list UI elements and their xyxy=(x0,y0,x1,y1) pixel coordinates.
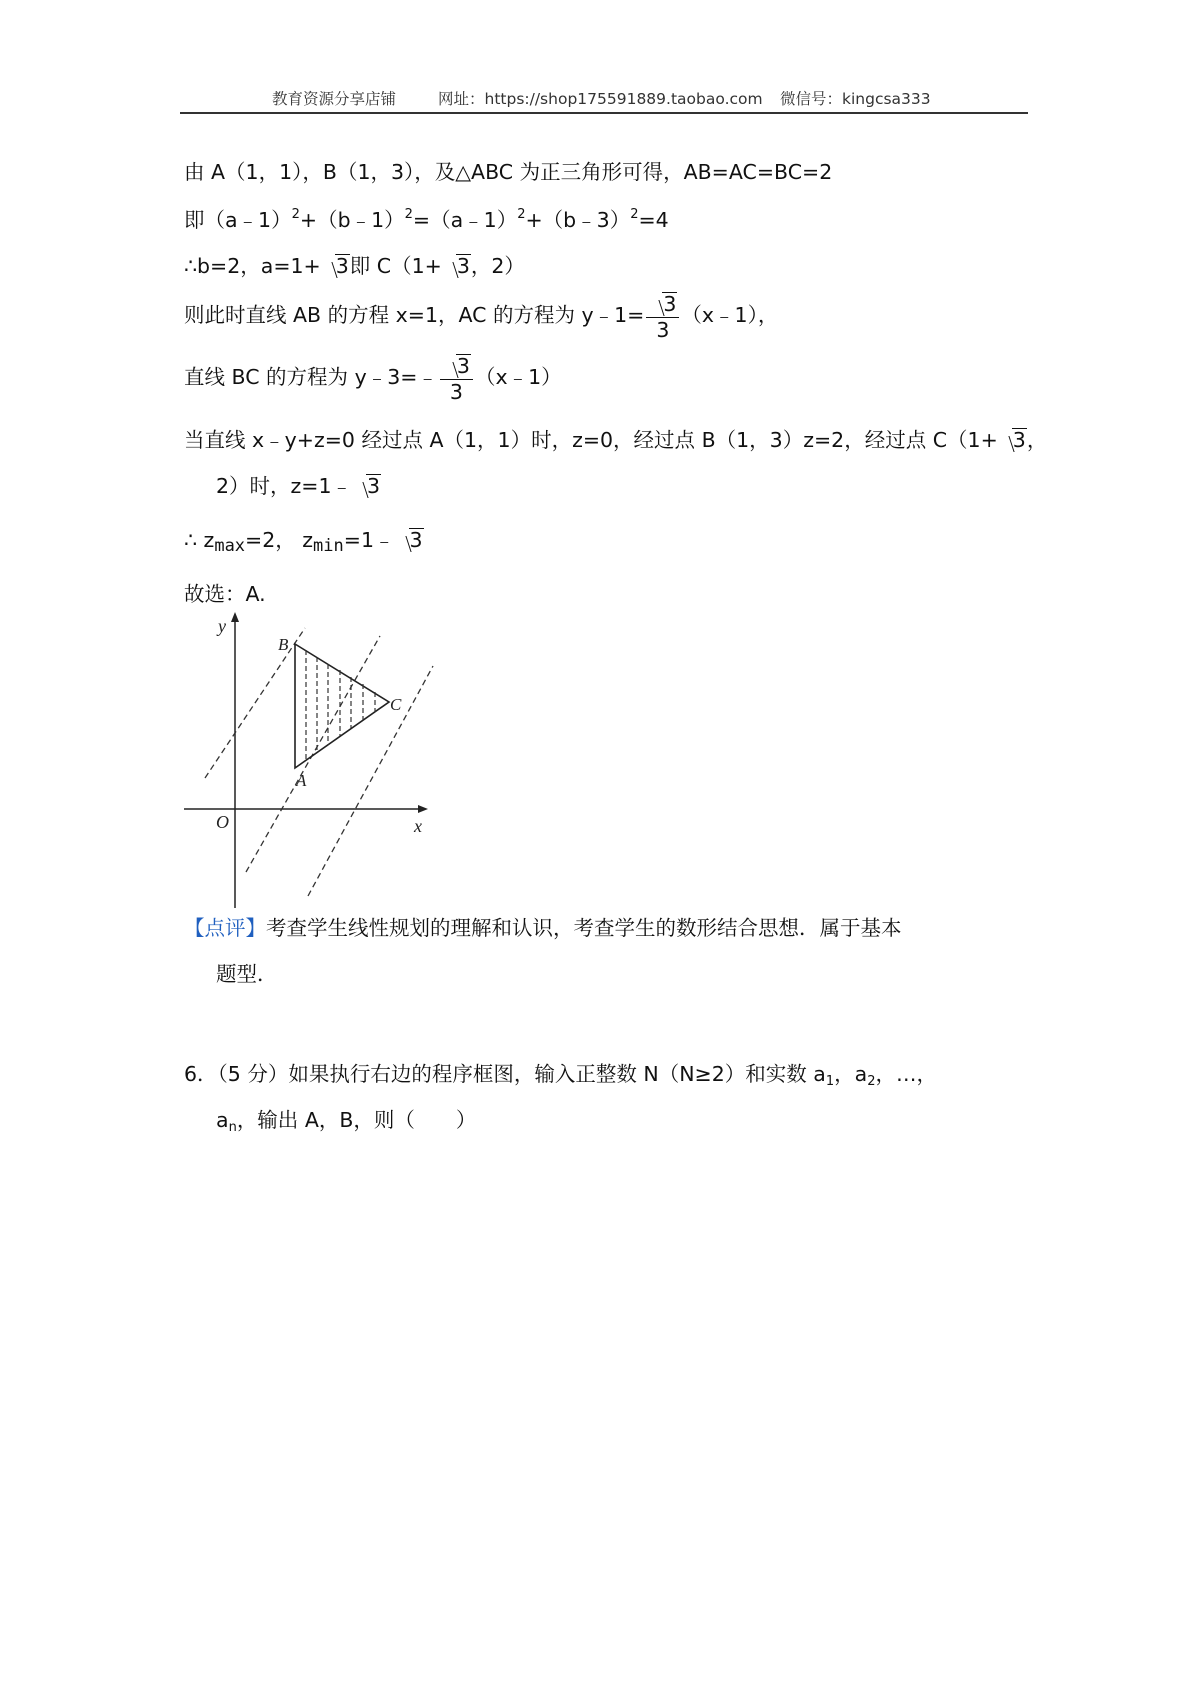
triangle-abc xyxy=(295,644,389,768)
z-min-label: =2， z xyxy=(245,528,314,552)
line2-part-b: +（b﹣1） xyxy=(299,208,405,232)
level-line-3 xyxy=(308,666,433,896)
level-line-1 xyxy=(205,628,305,778)
line3-part-b: 即 C（1+ xyxy=(349,254,442,278)
sqrt-three: 3 xyxy=(396,528,424,551)
solution-line-8 xyxy=(184,528,424,555)
y-axis-arrow xyxy=(231,612,239,622)
line3-part-a: ∴b=2，a=1+ xyxy=(184,254,321,278)
sqrt-three: 3 xyxy=(443,254,471,277)
line2-part-a: 即（a﹣1） xyxy=(184,208,292,232)
line2-part-d: +（b﹣3） xyxy=(525,208,631,232)
solution-answer: 故选：A. xyxy=(184,582,266,606)
x-axis-arrow xyxy=(418,805,428,813)
origin-label: O xyxy=(216,812,229,832)
question-6-text-b: ，a xyxy=(834,1062,868,1086)
solution-line-6 xyxy=(184,428,1047,451)
line4-part-a: 则此时直线 AB 的方程 x=1，AC 的方程为 y﹣1= xyxy=(184,303,645,327)
solution-line-2 xyxy=(184,208,669,231)
page-header xyxy=(180,84,1028,114)
sqrt-three: 3 xyxy=(353,474,381,497)
question-6-line-2 xyxy=(216,1110,476,1134)
exponent: 2 xyxy=(291,207,300,222)
point-b-label: B xyxy=(278,635,289,654)
sqrt-three: 3 xyxy=(443,354,471,377)
solution-line-5 xyxy=(184,354,562,402)
level-line-2 xyxy=(246,636,380,872)
line2-part-c: =（a﹣1） xyxy=(412,208,518,232)
subscript: 2 xyxy=(867,1074,876,1089)
fraction-sqrt3-over-3: $\frac{3}{3}$ xyxy=(646,292,679,340)
line5-part-b: （x﹣1） xyxy=(474,365,562,389)
line5-part-a: 直线 BC 的方程为 y﹣3=﹣ xyxy=(184,365,438,389)
question-6-text-e: ，输出 A，B，则（ ） xyxy=(236,1108,477,1132)
question-6-text-d: a xyxy=(216,1108,229,1132)
x-axis-label: x xyxy=(414,816,422,836)
sqrt-three: 3 xyxy=(649,292,677,315)
solution-line-4 xyxy=(184,292,778,340)
y-axis-label: y xyxy=(218,616,226,636)
point-c-label: C xyxy=(390,695,402,714)
solution-line-7 xyxy=(216,474,381,497)
exponent: 2 xyxy=(404,207,413,222)
solution-line-1: 由 A（1，1），B（1，3），及△ABC 为正三角形可得，AB=AC=BC=2 xyxy=(184,160,833,184)
line4-part-b: （x﹣1）， xyxy=(681,303,779,327)
line3-part-c: ，2） xyxy=(470,254,525,278)
line6-part-a: 当直线 x﹣y+z=0 经过点 A（1，1）时，z=0，经过点 B（1，3）z=2，经过点 C（1+ xyxy=(184,428,998,452)
comment-text-1: 考查学生线性规划的理解和认识，考查学生的数形结合思想．属于基本 xyxy=(266,916,902,940)
z-max-subscript: max xyxy=(214,536,246,556)
point-a-label: A xyxy=(296,771,307,790)
solution-line-3 xyxy=(184,254,525,277)
z-min-subscript: min xyxy=(313,536,344,556)
comment-tag: 【点评】 xyxy=(184,916,266,940)
fraction-sqrt3-over-3: $\frac{3}{3}$ xyxy=(440,354,473,402)
comment-line-2: 题型． xyxy=(216,962,278,986)
line8-part-c: =1﹣ xyxy=(343,528,395,552)
header-shop-name: 教育资源分享店铺 xyxy=(272,90,397,108)
exponent: 2 xyxy=(517,207,526,222)
z-max-label: ∴ z xyxy=(184,528,215,552)
sqrt-three: 3 xyxy=(322,254,350,277)
line7-part-a: 2）时，z=1﹣ xyxy=(216,474,353,498)
header-url: 网址：https://shop175591889.taobao.com xyxy=(438,90,763,108)
subscript: 1 xyxy=(825,1074,835,1089)
exponent: 2 xyxy=(630,207,639,222)
header-wechat: 微信号：kingcsa333 xyxy=(780,90,931,108)
sqrt-three: 3 xyxy=(999,428,1027,451)
comment-line-1 xyxy=(184,918,902,939)
question-6-text-c: ，…， xyxy=(875,1062,937,1086)
question-6-line-1 xyxy=(184,1064,937,1088)
line2-part-e: =4 xyxy=(638,208,669,232)
feasible-region-graph xyxy=(180,610,440,910)
line6-part-b: ， xyxy=(1026,428,1048,452)
subscript: n xyxy=(228,1120,237,1135)
question-6-text-a: 6．（5 分）如果执行右边的程序框图，输入正整数 N（N≥2）和实数 a xyxy=(184,1062,826,1086)
